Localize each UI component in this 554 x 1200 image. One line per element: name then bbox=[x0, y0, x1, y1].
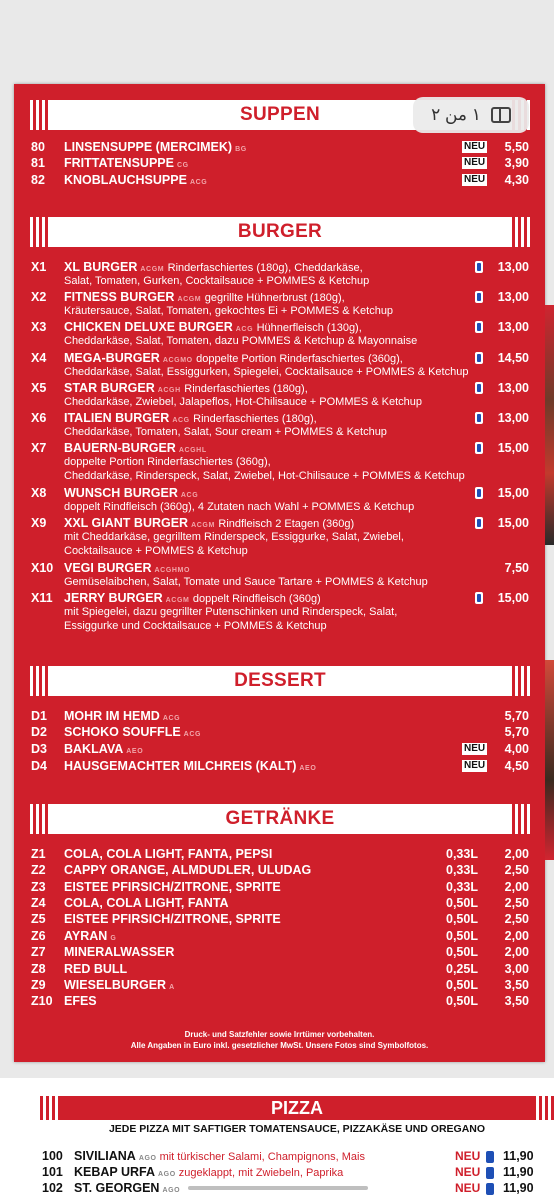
menu-page-2 bbox=[0, 1078, 554, 1200]
neu-badge: NEU bbox=[464, 141, 486, 152]
pepsi-can-icon bbox=[475, 442, 483, 454]
pepsi-can-icon bbox=[475, 321, 483, 333]
footnote: Druck- und Satzfehler sowie Irrtümer vorbehalten. Alle Angaben in Euro inkl. gesetzlicher MwSt. Unsere Fotos sind Symbolfotos. bbox=[130, 1030, 429, 1050]
section-title: BURGER bbox=[237, 221, 323, 242]
section-title: DESSERT bbox=[234, 670, 326, 691]
neu-badge: NEU bbox=[464, 743, 486, 754]
neu-badge: NEU bbox=[464, 157, 486, 168]
next-page-peek bbox=[545, 305, 554, 545]
list-item: 100 SIVILIANA AGO mit türkischer Salami, Champignons, Mais NEU 11,90 bbox=[42, 1149, 534, 1163]
pepsi-can-icon bbox=[486, 1167, 494, 1179]
pepsi-can-icon bbox=[475, 412, 483, 424]
next-page-peek bbox=[545, 660, 554, 860]
home-indicator[interactable] bbox=[188, 1186, 368, 1190]
page-indicator[interactable] bbox=[413, 97, 529, 133]
pepsi-can-icon bbox=[486, 1151, 494, 1163]
neu-badge: NEU bbox=[455, 1181, 481, 1195]
section-title: PIZZA bbox=[271, 1097, 323, 1118]
neu-badge: NEU bbox=[455, 1149, 481, 1163]
list-item: 101 KEBAP URFA AGO zugeklappt, mit Zwiebeln, Paprika NEU 11,90 bbox=[42, 1165, 534, 1179]
pepsi-can-icon bbox=[475, 261, 483, 273]
neu-badge: NEU bbox=[455, 1165, 481, 1179]
section-header-pizza bbox=[40, 1096, 554, 1120]
section-title: SUPPEN bbox=[240, 104, 320, 125]
page-indicator-text: ١ من ٢ bbox=[431, 105, 481, 124]
pepsi-can-icon bbox=[475, 592, 483, 604]
pepsi-can-icon bbox=[475, 352, 483, 364]
list-item: 102 ST. GEORGEN AGO NEU 11,90 bbox=[42, 1181, 534, 1195]
menu-page-1: SUPPEN 80 LINSENSUPPE (MERCIMEK) BG NEU 5,50 81 FRITTATENSUPPE CG NEU 3,90 82 KNOBLAUCHSUPPE ACG NEU 4,30 BURGER X1 XL BURGER ACGM Rinderfaschiertes (180g), Cheddarkäse, Salat, Tomaten, Gurken, Cocktailsauce + POMMES & Ketchup 13,00 X2 FITNESS BURGER ACGM gegrillte Hühnerbrust (180g), Kräutersauce, Salat, Tomaten, gekochtes Ei + POMMES & Ketchup 13,00 X3 CHICKEN DELUXE BURGER ACG Hühnerfleisch (130g), Cheddarkäse, Salat, Tomaten, dazu POMMES & Ketchup & Mayonnaise 13,00 X4 MEGA-BURGER ACGMO doppelte Portion Rinderfaschiertes (360g), Cheddarkäse, Salat, Essiggurken, Spiegelei, Cocktailsauce + POMMES & Ketchup 14,50 X5 STAR BURGER ACGH Rinderfaschiertes (180g), Cheddarkäse, Zwiebel, Jalapeflos, Hot-Chilisauce + POMMES & Ketchup 13,00 X6 ITALIEN BURGER ACG Rinderfaschiertes (180g), Cheddarkäse, Tomaten, Salat, Sour cream + POMMES & Ketchup 13,00 X7 BAUERN-BURGER ACGHL doppelte Portion Rinderfaschiertes (360g), Cheddarkäse, Rinderspeck, Salat, Zwiebel, Hot-Chilisauce + POMMES & Ketchup 15,00 X8 WUNSCH BURGER ACG doppelt Rindfleisch (360g), 4 Zutaten nach Wahl + POMMES & Ketchup 15,00 X9 XXL GIANT BURGER ACGM Rindfleisch 2 Etagen (360g) mit Cheddarkäse, gegrilltem Rinderspeck, Essiggurke, Salat, Zwiebel, Cocktailsauce + POMMES & Ketchup 15,00 X10 VEGI BURGER ACGHMO Gemüselaibchen, Salat, Tomate und Sauce Tartare + POMMES & Ketchup 7,50 X11 JERRY BURGER ACGM doppelt Rindfleisch (360g) mit Spiegelei, dazu gegrillter Putenschinken und Rinderspeck, Salat, Essiggurke und Cocktailsauce + POMMES & Ketchup 15,00 DESSERT D1 MOHR IM HEMD ACG 5,70 D2 SCHOKO SOUFFLE ACG 5,70 D3 BAKLAVA AEO NEU 4,00 D4 HAUSGEMACHTER MILCHREIS (KALT) AEO NEU 4,50 GETRÄNKE Z1 COLA, COLA LIGHT, FANTA, PEPSI 0,33L 2,00 Z2 CAPPY ORANGE, ALMDUDLER, ULUDAG 0,33L 2,50 Z3 EISTEE PFIRSICH/ZITRONE, SPRITE 0,33L 2,00 Z4 COLA, COLA LIGHT, FANTA 0,50L 2,50 Z5 EISTEE PFIRSICH/ZITRONE, SPRITE 0,50L 2,50 Z6 AYRAN G 0,50L 2,00 Z7 MINERALWASSER 0,50L 2,00 Z8 RED BULL 0,25L 3,00 Z9 WIESELBURGER A 0,50L 3,50 Z10 EFES 0,50L 3,50 Druck- und Satzfehler sowie Irrtümer vorbehalten. Alle Angaben in Euro inkl. gesetzlicher MwSt. Unsere Fotos sind Symbolfotos. bbox=[14, 84, 545, 1062]
pepsi-can-icon bbox=[475, 517, 483, 529]
section-header-dessert bbox=[30, 666, 530, 696]
pepsi-can-icon bbox=[475, 487, 483, 499]
neu-badge: NEU bbox=[464, 174, 486, 185]
neu-badge: NEU bbox=[464, 760, 486, 771]
section-header-getraenke bbox=[30, 804, 530, 834]
section-title: GETRÄNKE bbox=[225, 808, 335, 829]
section-header-burger bbox=[30, 217, 530, 247]
pizza-subtitle: JEDE PIZZA MIT SAFTIGER TOMATENSAUCE, PIZZAKÄSE UND OREGANO bbox=[108, 1123, 486, 1135]
pepsi-can-icon bbox=[475, 382, 483, 394]
pepsi-can-icon bbox=[486, 1183, 494, 1195]
book-pages-icon bbox=[491, 107, 511, 123]
pepsi-can-icon bbox=[475, 291, 483, 303]
